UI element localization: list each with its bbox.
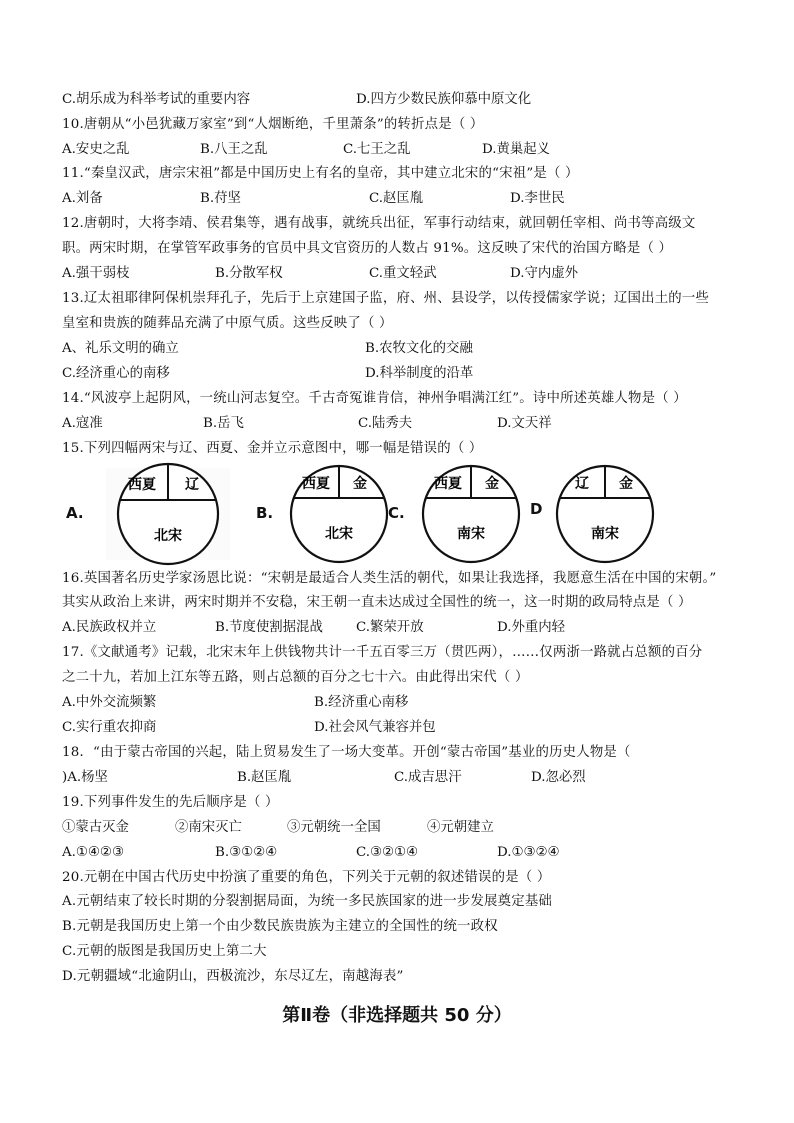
q13-option-a: A、礼乐文明的确立 [62, 341, 179, 356]
q19-option-b: B.③①②④ [215, 845, 278, 860]
diagram-d-label: D [530, 500, 543, 518]
q18-option-c: C.成吉思汗 [394, 770, 462, 785]
q16-option-d: D.外重内轻 [497, 620, 566, 635]
diagram-b-circle [284, 460, 394, 568]
diagram-d-right: 金 [619, 476, 633, 492]
q20-option-a: A.元朝结束了较长时期的分裂割据局面，为统一多民族国家的进一步发展奠定基础 [62, 894, 552, 909]
diagram-a-left: 西夏 [128, 477, 156, 493]
diagram-d-left: 辽 [575, 476, 589, 492]
q19-option-c: C.③②①④ [356, 845, 419, 860]
diagram-b-right: 金 [353, 476, 367, 492]
q19-event-4: ④元朝建立 [427, 820, 494, 835]
diagram-d-circle [550, 460, 660, 568]
q13-stem-line2: 皇室和贵族的随葬品充满了中原气质。这些反映了（ ） [62, 316, 393, 331]
q19-event-3: ③元朝统一全国 [287, 820, 381, 835]
q19-event-1: ①蒙古灭金 [62, 820, 129, 835]
q18-option-a: )A.杨坚 [62, 770, 108, 785]
q17-option-b: B.经济重心南移 [314, 695, 409, 710]
q17-option-c: C.实行重农抑商 [62, 720, 157, 735]
q14-option-d: D.文天祥 [497, 416, 552, 431]
q16-option-a: A.民族政权并立 [62, 620, 157, 635]
q10-stem: 10.唐朝从“小邑犹藏万家室”到“人烟断绝，千里萧条”的转折点是（ ） [62, 117, 484, 132]
diagram-a-circle [106, 460, 230, 568]
q15-diagrams [62, 460, 662, 568]
q19-event-2: ②南宋灭亡 [175, 820, 242, 835]
q17-stem-line2: 之二十九，若加上江东等五路，则占总额的百分之七十六。由此得出宋代（ ） [62, 670, 529, 685]
diagram-d-bottom: 南宋 [591, 526, 619, 542]
diagram-a-bottom: 北宋 [154, 528, 182, 544]
diagram-c-bottom: 南宋 [457, 526, 485, 542]
q19-stem: 19.下列事件发生的先后顺序是（ ） [62, 795, 279, 810]
q16-option-c: C.繁荣开放 [356, 620, 424, 635]
diagram-c-circle [416, 460, 526, 568]
q20-option-c: C.元朝的版图是我国历史上第二大 [62, 944, 267, 959]
q16-option-b: B.节度使割据混战 [215, 620, 323, 635]
q18-option-d: D.忽必烈 [531, 770, 586, 785]
q14-stem: 14.“风波亭上起阴风，一统山河志复空。千古奇冤谁肯信，神州争唱满江红”。诗中所述英雄人物是（ ） [62, 391, 687, 406]
q10-option-a: A.安史之乱 [62, 142, 130, 157]
q18-option-b: B.赵匡胤 [237, 770, 292, 785]
q10-option-b: B.八王之乱 [200, 142, 268, 157]
q9-option-c: C.胡乐成为科举考试的重要内容 [62, 92, 251, 107]
diagram-b-label: B. [256, 504, 274, 522]
q11-option-b: B.苻坚 [200, 191, 241, 206]
q12-option-d: D.守内虚外 [510, 266, 579, 281]
q16-stem-line1: 16.英国著名历史学家汤恩比说：“宋朝是最适合人类生活的朝代，如果让我选择，我愿意生活在中国的宋朝。” [62, 571, 717, 586]
q10-option-c: C.七王之乱 [343, 142, 411, 157]
q10-option-d: D.黄巢起义 [482, 142, 551, 157]
q18-stem: 18．“由于蒙古帝国的兴起，陆上贸易发生了一场大变革。开创“蒙古帝国”基业的历史人物是（ [62, 745, 631, 760]
diagram-b-bottom: 北宋 [325, 526, 353, 542]
q17-option-a: A.中外交流频繁 [62, 695, 157, 710]
diagram-c-label: C. [388, 504, 405, 522]
q13-stem-line1: 13.辽太祖耶律阿保机崇拜孔子，先后于上京建国子监，府、州、县设学，以传授儒家学说；辽国出土的一些 [62, 291, 710, 306]
diagram-c-left: 西夏 [434, 476, 462, 492]
q19-option-d: D.①③②④ [497, 845, 560, 860]
q12-option-b: B.分散军权 [215, 266, 283, 281]
q15-stem: 15.下列四幅两宋与辽、西夏、金并立示意图中，哪一幅是错误的（ ） [62, 441, 483, 456]
q12-option-a: A.强干弱枝 [62, 266, 130, 281]
q13-option-b: B.农牧文化的交融 [365, 341, 473, 356]
q20-option-b: B.元朝是我国历史上第一个由少数民族贵族为主建立的全国性的统一政权 [62, 919, 498, 934]
diagram-a-right: 辽 [185, 477, 199, 493]
q20-stem: 20.元朝在中国古代历史中扮演了重要的角色，下列关于元朝的叙述错误的是（ ） [62, 870, 551, 885]
diagram-b-left: 西夏 [302, 476, 330, 492]
diagram-c-right: 金 [485, 476, 499, 492]
q13-option-d: D.科举制度的沿革 [365, 366, 474, 381]
q11-option-d: D.李世民 [510, 191, 565, 206]
diagram-a-label: A. [66, 504, 84, 522]
q11-stem: 11.“秦皇汉武，唐宗宋祖”都是中国历史上有名的皇帝，其中建立北宋的“宋祖”是（ ） [62, 166, 579, 181]
q17-stem-line1: 17.《文献通考》记载，北宋末年上供钱物共计一千五百零三万（贯匹两），……仅两浙一路就占总额的百分 [62, 645, 703, 660]
q12-option-c: C.重文轻武 [369, 266, 437, 281]
q12-stem-line1: 12.唐朝时，大将李靖、侯君集等，遇有战事，就统兵出征，军事行动结束，就回朝任宰相、尚书等高级文 [62, 216, 696, 231]
q11-option-a: A.刘备 [62, 191, 103, 206]
q16-stem-line2: 其实从政治上来讲，两宋时期并不安稳，宋王朝一直未达成过全国性的统一，这一时期的政局特点是（ ） [62, 595, 692, 610]
q11-option-c: C.赵匡胤 [369, 191, 424, 206]
q20-option-d: D.元朝疆域“北逾阴山，西极流沙，东尽辽左，南越海表” [62, 969, 404, 984]
q14-option-b: B.岳飞 [203, 416, 244, 431]
section-title: 第Ⅱ卷（非选择题共 50 分） [282, 1005, 512, 1026]
q12-stem-line2: 职。两宋时期，在掌管军政事务的官员中具文官资历的人数占 91%。这反映了宋代的治国方略是（ ） [62, 241, 673, 256]
q13-option-c: C.经济重心的南移 [62, 366, 170, 381]
q17-option-d: D.社会风气兼容并包 [314, 720, 436, 735]
q9-option-d: D.四方少数民族仰慕中原文化 [356, 92, 532, 107]
q14-option-c: C.陆秀夫 [358, 416, 413, 431]
q19-option-a: A.①④②③ [62, 845, 124, 860]
q14-option-a: A.寇准 [62, 416, 103, 431]
